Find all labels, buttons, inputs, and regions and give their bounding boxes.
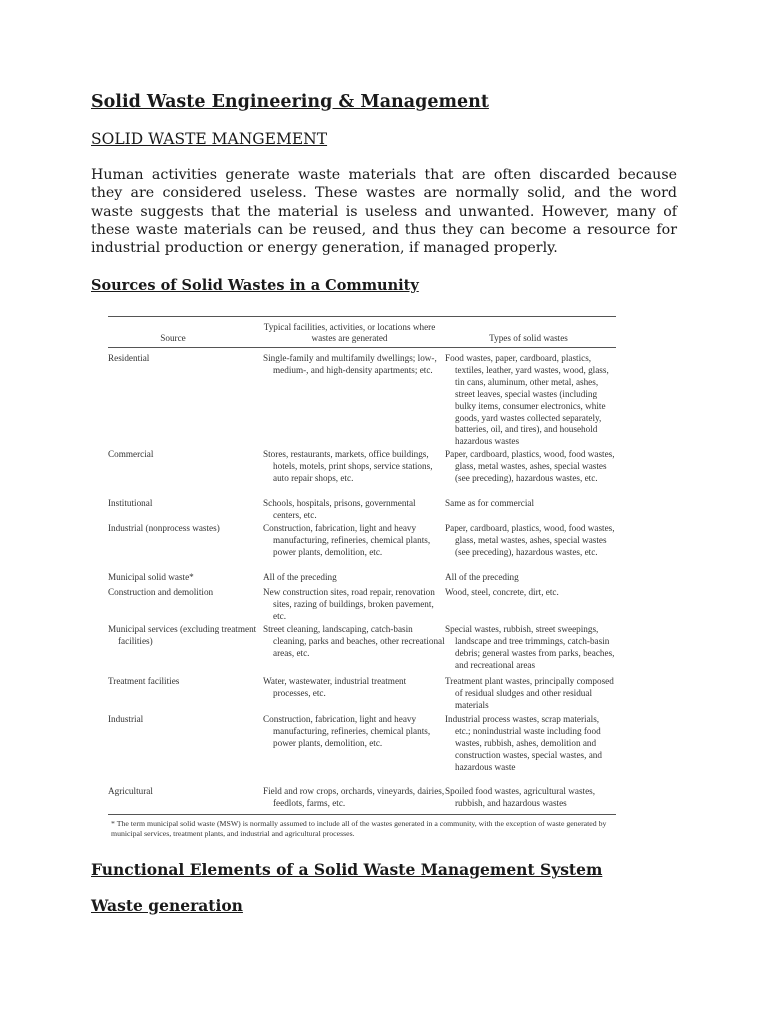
table-body [108, 348, 616, 810]
table-bottom-rule [108, 814, 616, 815]
cell-source: Institutional [108, 498, 153, 508]
table-row [108, 572, 616, 587]
cell-facilities: Construction, fabrication, light and heavy manufacturing, refineries, chemical plants, power plants, demolition, etc. [263, 714, 431, 748]
table-row [108, 714, 616, 786]
header-facilities: Typical facilities, activities, or locations where wastes are generated [263, 322, 436, 343]
table-row [108, 449, 616, 498]
sources-table [108, 316, 616, 839]
table-footnote: * The term municipal solid waste (MSW) is normally assumed to include all of the wastes generated in a community, with the exception of waste generated by municipal services, treatment plants, and industrial and agricultural processes. [111, 819, 607, 838]
cell-facilities: New construction sites, road repair, renovation sites, razing of buildings, broken pavement, etc. [263, 587, 435, 621]
cell-types: Special wastes, rubbish, street sweepings, landscape and tree trimmings, catch-basin debris; general wastes from parks, beaches, and recreational areas [445, 624, 615, 670]
cell-facilities: Water, wastewater, industrial treatment processes, etc. [263, 676, 407, 698]
cell-facilities: Street cleaning, landscaping, catch-basin cleaning, parks and beaches, other recreational areas, etc. [263, 624, 445, 658]
table-row [108, 676, 616, 714]
cell-source: Municipal services (excluding treatment facilities) [108, 624, 257, 646]
cell-source: Treatment facilities [108, 676, 180, 686]
cell-facilities: Schools, hospitals, prisons, governmental centers, etc. [263, 498, 416, 520]
intro-paragraph: Human activities generate waste materials that are often discarded because they are considered useless. These wastes are normally solid, and the word waste suggests that the material is useless and unwanted. However, many of these waste materials can be reused, and thus they can become a resource for industrial production or energy generation, if managed properly. [91, 167, 677, 257]
table-row [108, 786, 616, 810]
table-row [108, 624, 616, 676]
cell-facilities: Single-family and multifamily dwellings; low-, medium-, and high-density apartments; etc. [263, 353, 437, 375]
cell-facilities: Stores, restaurants, markets, office buildings, hotels, motels, print shops, service stations, auto repair shops, etc. [263, 449, 433, 483]
cell-types: Industrial process wastes, scrap materials, etc.; nonindustrial waste including food wastes, rubbish, ashes, demolition and construction wastes, special wastes, and hazardous waste [445, 714, 602, 772]
cell-source: Commercial [108, 449, 154, 459]
table-row [108, 523, 616, 572]
cell-types: Food wastes, paper, cardboard, plastics, textiles, leather, yard wastes, wood, glass, tin cans, aluminum, other metal, ashes, street leaves, special wastes (including bulky items, consumer electronics, white goods, yard wastes collected separately, batteries, oil, and tires), and household hazardous wastes [445, 353, 609, 447]
cell-source: Industrial (nonprocess wastes) [108, 523, 220, 533]
table-row [108, 587, 616, 624]
cell-types: Spoiled food wastes, agricultural wastes, rubbish, and hazardous wastes [445, 786, 596, 808]
cell-source: Municipal solid waste* [108, 572, 194, 582]
table-row [108, 353, 616, 449]
cell-types: Wood, steel, concrete, dirt, etc. [445, 587, 559, 597]
sources-heading: Sources of Solid Wastes in a Community [91, 277, 419, 294]
header-types: Types of solid wastes [489, 333, 568, 343]
cell-source: Residential [108, 353, 150, 363]
cell-source: Construction and demolition [108, 587, 214, 597]
cell-types: Same as for commercial [445, 498, 535, 508]
cell-facilities: Field and row crops, orchards, vineyards, dairies, feedlots, farms, etc. [263, 786, 445, 808]
table-row [108, 498, 616, 523]
waste-generation-heading: Waste generation [91, 896, 243, 915]
cell-types: Treatment plant wastes, principally composed of residual sludges and other residual materials [445, 676, 614, 710]
cell-source: Industrial [108, 714, 144, 724]
cell-source: Agricultural [108, 786, 153, 796]
table-header [108, 317, 616, 344]
cell-types: Paper, cardboard, plastics, wood, food wastes, glass, metal wastes, ashes, special wastes (see preceding), hazardous wastes, etc. [445, 449, 615, 483]
header-source: Source [160, 333, 186, 343]
cell-types: Paper, cardboard, plastics, wood, food wastes, glass, metal wastes, ashes, special wastes (see preceding), hazardous wastes, etc. [445, 523, 615, 557]
cell-facilities: Construction, fabrication, light and heavy manufacturing, refineries, chemical plants, power plants, demolition, etc. [263, 523, 431, 557]
cell-facilities: All of the preceding [263, 572, 337, 582]
functional-elements-heading: Functional Elements of a Solid Waste Management System [91, 860, 603, 879]
section-heading: SOLID WASTE MANGEMENT [91, 130, 328, 148]
document-title: Solid Waste Engineering & Management [91, 92, 489, 112]
cell-types: All of the preceding [445, 572, 519, 582]
